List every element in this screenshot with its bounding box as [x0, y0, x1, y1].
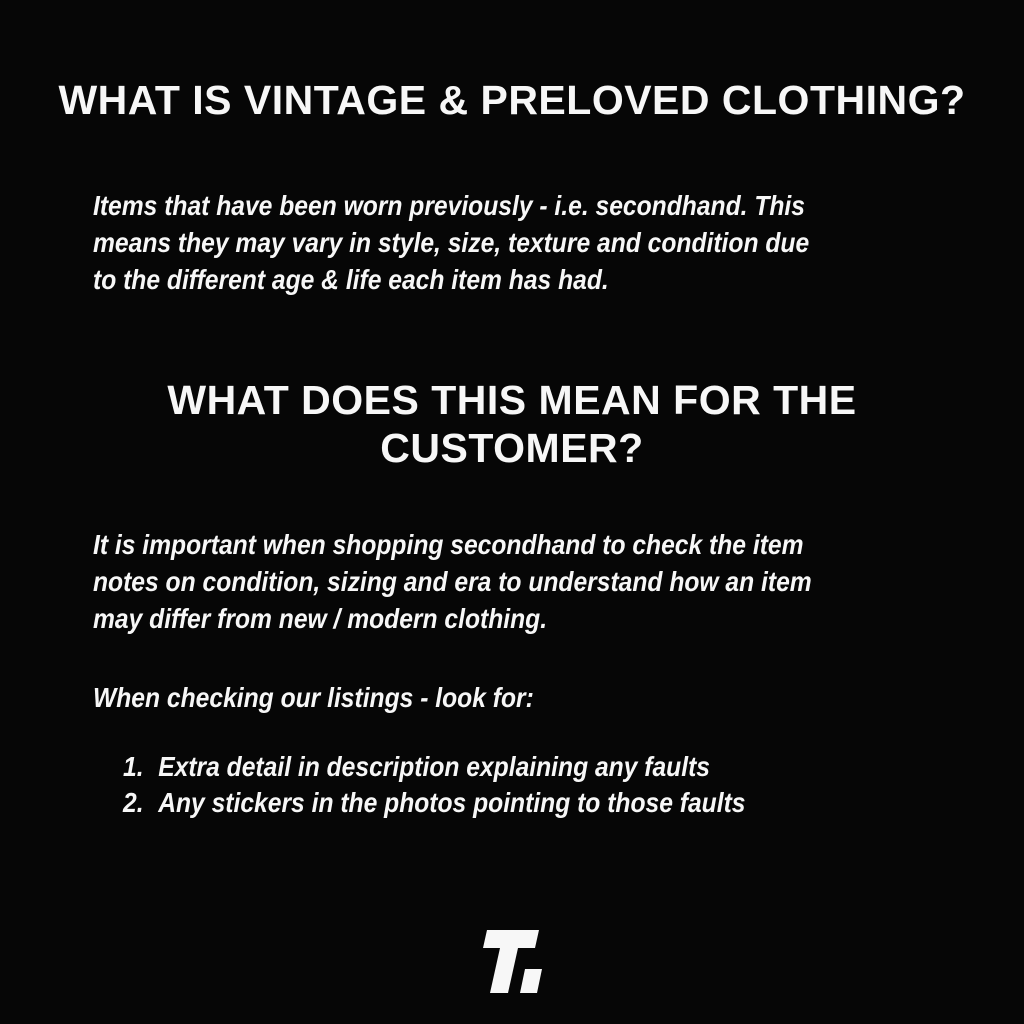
section-heading: [0, 376, 1024, 472]
section-heading-line-1: WHAT DOES THIS MEAN FOR THE: [167, 377, 857, 423]
section-heading-line-2: CUSTOMER?: [380, 425, 644, 471]
intro-line-1: Items that have been worn previously - i.e. secondhand. This: [93, 190, 805, 221]
intro-line-2: means they may vary in style, size, texture and condition due: [93, 227, 810, 258]
listings-prompt: When checking our listings - look for:: [93, 682, 534, 713]
intro-line-3: to the different age & life each item has had.: [93, 264, 609, 295]
brand-logo-t-icon: [478, 927, 550, 997]
intro-paragraph: [93, 187, 809, 298]
section-line-1: It is important when shopping secondhand to check the item: [93, 529, 804, 560]
checklist-text-2: Any stickers in the photos pointing to those faults: [158, 787, 746, 818]
section-line-2: notes on condition, sizing and era to understand how an item: [93, 566, 812, 597]
section-line-3: may differ from new / modern clothing.: [93, 603, 548, 634]
checklist-number-2: 2.: [123, 787, 144, 818]
checklist-item-1: [123, 749, 745, 785]
poster-title: WHAT IS VINTAGE & PRELOVED CLOTHING?: [58, 77, 966, 123]
checklist-number-1: 1.: [123, 751, 144, 782]
checklist: [123, 749, 745, 821]
brand-logo: [478, 927, 550, 997]
section-paragraph: [93, 526, 812, 637]
checklist-item-2: [123, 785, 745, 821]
checklist-text-1: Extra detail in description explaining any faults: [158, 751, 711, 782]
